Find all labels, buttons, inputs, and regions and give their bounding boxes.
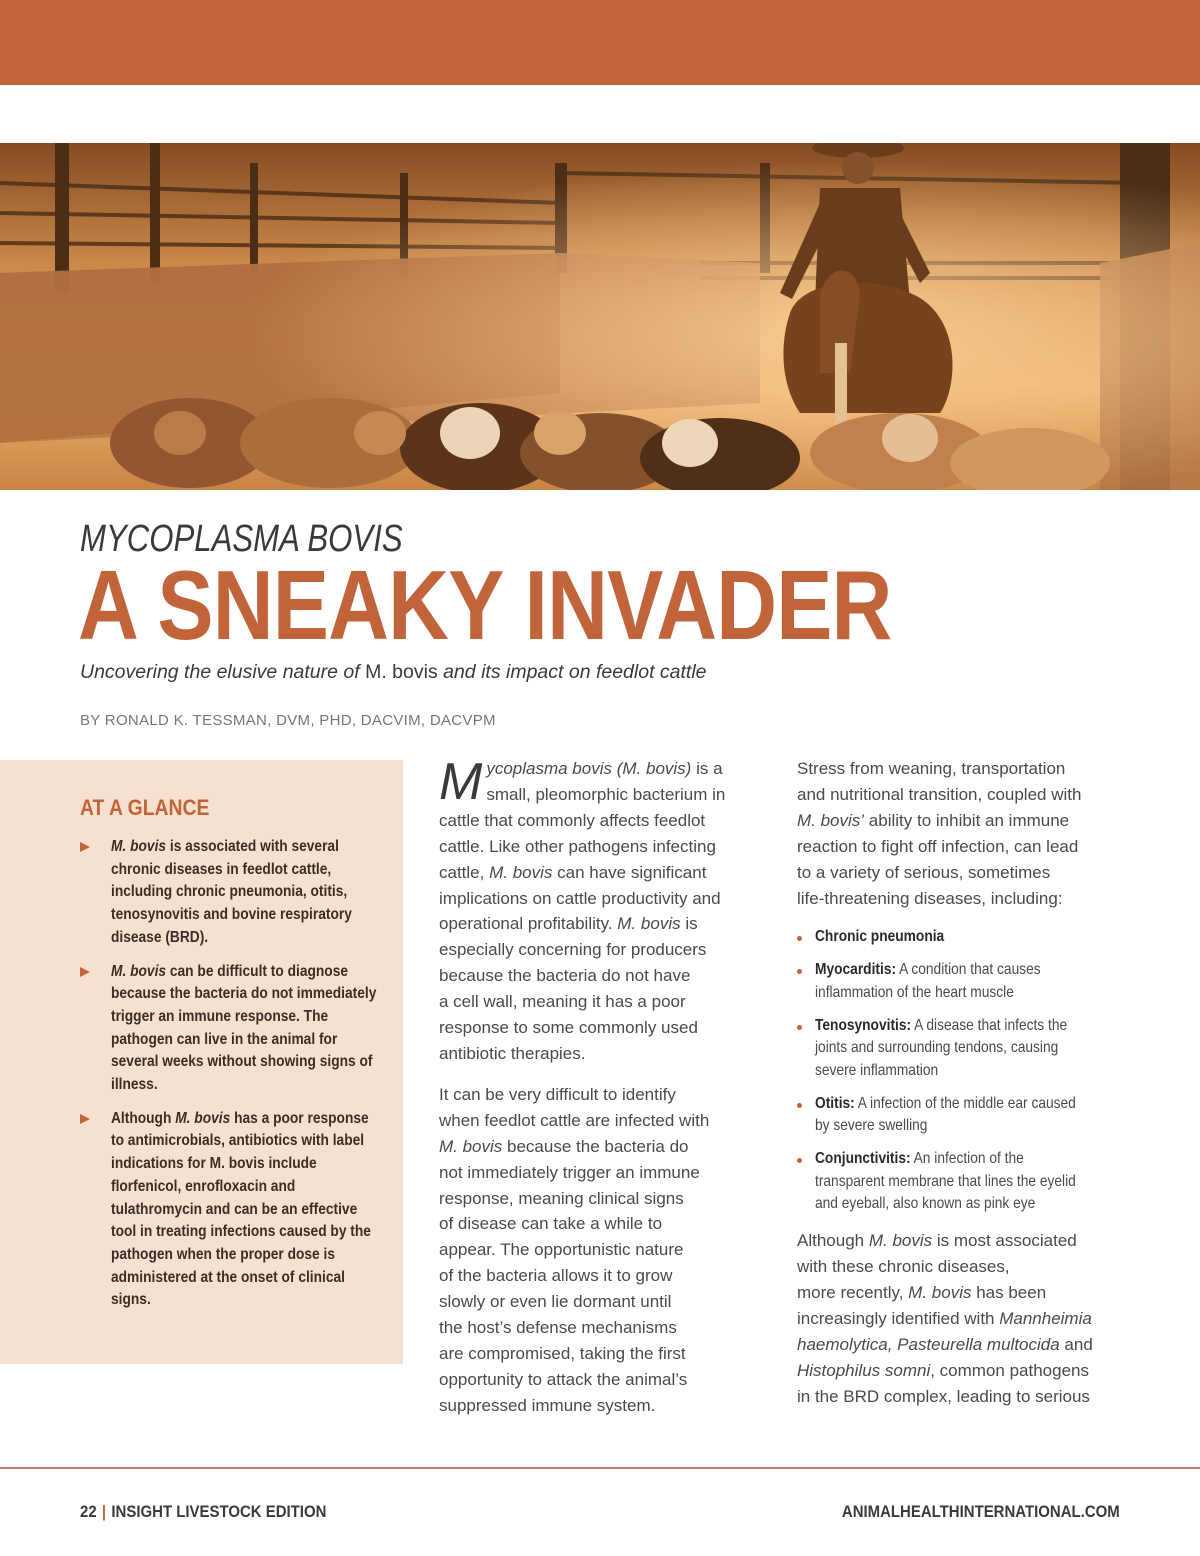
- body-paragraph: It can be very difficult to identify when feedlot cattle are infected with M. bovis because the bacteria do not immediately trigger an immune response, meaning clinical signs of disease can take a while to appear. The opportunistic nature of the bacteria allows it to grow slowly or even lie dormant until the host’s defense mechanisms are compromised, taking the first opportunity to attack the animal’s suppressed immune system.: [439, 1084, 710, 1415]
- glance-title: AT A GLANCE: [80, 795, 210, 820]
- disease-item: Otitis: A infection of the middle ear caused by severe swelling: [797, 1093, 1127, 1138]
- footer-website: ANIMALHEALTHINTERNATIONAL.COM: [842, 1502, 1120, 1521]
- top-color-bar: [0, 0, 1200, 85]
- drop-cap: M: [439, 753, 483, 811]
- triangle-bullet-icon: [80, 842, 90, 852]
- article-headline: A SNEAKY INVADER: [78, 550, 892, 660]
- bullet-dot-icon: [797, 1103, 802, 1108]
- disease-item: Myocarditis: A condition that causes inflammation of the heart muscle: [797, 959, 1127, 1004]
- body-column-2: [439, 753, 759, 1434]
- at-a-glance-sidebar: [0, 760, 403, 1364]
- body-paragraph: Although M. bovis is most associated with these chronic diseases, more recently, M. bovis has been increasingly identified with Mannheimia haemolytica, Pasteurella multocida and Histophilus somni, common pathogens in the BRD complex, leading to serious: [797, 1231, 1093, 1406]
- triangle-bullet-icon: [80, 967, 90, 977]
- disease-list: [797, 926, 1127, 1216]
- body-paragraph: Stress from weaning, transportation and nutritional transition, coupled with M. bovis’ ability to inhibit an immune reaction to fight off infection, can lead to a variety of serious, sometimes life-threatening diseases, including:: [797, 759, 1082, 908]
- intro-paragraph: Mycoplasma bovis (M. bovis) is a small, pleomorphic bacterium in cattle that commonly affects feedlot cattle. Like other pathogens infecting cattle, M. bovis can have significant implications on cattle productivity and operational profitability. M. bovis is especially concerning for producers because the bacteria do not have a cell wall, meaning it has a poor response to some commonly used antibiotic therapies.: [439, 753, 726, 1063]
- bullet-dot-icon: [797, 969, 802, 974]
- body-column-3: [797, 756, 1127, 1425]
- glance-item: Although M. bovis has a poor response to antimicrobials, antibiotics with label indications for M. bovis include florfenicol, enrofloxacin and tulathromycin and can be an effective tool in treating infections caused by the pathogen when the proper dose is administered at the onset of clinical signs.: [80, 1108, 380, 1312]
- article-kicker: MYCOPLASMA BOVIS: [80, 518, 403, 560]
- footer-publication: 22 | INSIGHT LIVESTOCK EDITION: [80, 1502, 327, 1521]
- bullet-dot-icon: [797, 1158, 802, 1163]
- bullet-dot-icon: [797, 1025, 802, 1030]
- hero-photo: [0, 143, 1200, 490]
- disease-item: Tenosynovitis: A disease that infects the joints and surrounding tendons, causing severe inflammation: [797, 1015, 1127, 1083]
- triangle-bullet-icon: [80, 1114, 90, 1124]
- glance-item: M. bovis can be difficult to diagnose because the bacteria do not immediately trigger an immune response. The pathogen can live in the animal for several weeks without showing signs of illness.: [80, 961, 380, 1097]
- article-subhead: Uncovering the elusive nature of M. bovis and its impact on feedlot cattle: [80, 661, 707, 683]
- feedlot-cattle-illustration: [0, 143, 1200, 490]
- article-byline: BY RONALD K. TESSMAN, DVM, PHD, DACVIM, DACVPM: [80, 712, 496, 729]
- bullet-dot-icon: [797, 936, 802, 941]
- disease-item: Chronic pneumonia: [797, 926, 1127, 949]
- glance-list: [80, 836, 380, 1323]
- footer-rule: [0, 1467, 1200, 1469]
- glance-item: M. bovis is associated with several chronic diseases in feedlot cattle, including chronic pneumonia, otitis, tenosynovitis and bovine respiratory disease (BRD).: [80, 836, 380, 950]
- disease-item: Conjunctivitis: An infection of the transparent membrane that lines the eyelid and eyeball, also known as pink eye: [797, 1148, 1127, 1216]
